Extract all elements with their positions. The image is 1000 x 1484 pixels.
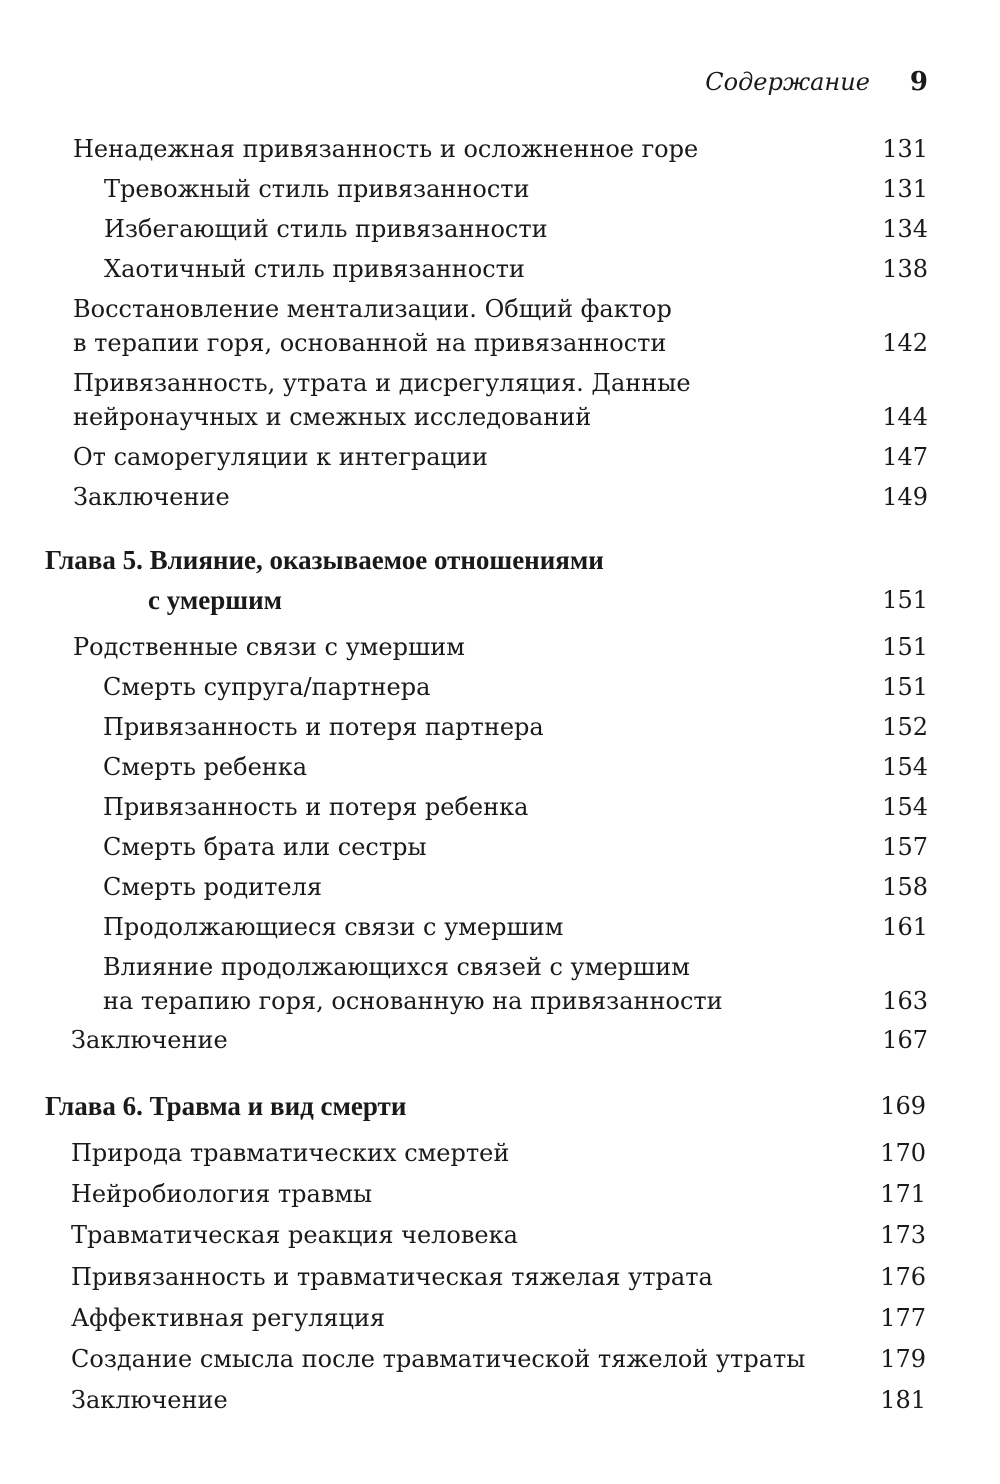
toc-entry-page: 177 <box>880 1304 926 1332</box>
toc-entry <box>71 1342 926 1376</box>
toc-entry-page: 131 <box>882 135 928 163</box>
toc-entry <box>71 1023 928 1057</box>
toc-entry-title: Смерть брата или сестры <box>103 833 427 861</box>
running-head-title: Содержание <box>705 68 870 96</box>
toc-entry-title: Родственные связи с умершим <box>73 633 465 661</box>
toc-entry-title-line1: Влияние продолжающихся связей с умершим <box>103 953 690 981</box>
toc-entry-page: 144 <box>882 403 928 431</box>
toc-entry-title: Создание смысла после травматической тяжелой утраты <box>71 1345 806 1373</box>
toc-entry <box>103 710 928 744</box>
toc-entry <box>104 172 928 206</box>
toc-entry-page: 151 <box>882 633 928 661</box>
toc-entry-title-line2: нейронаучных и смежных исследований <box>73 403 592 431</box>
toc-entry-title: Избегающий стиль привязанности <box>104 215 548 243</box>
toc-entry-page: 170 <box>880 1139 926 1167</box>
toc-entry <box>103 910 928 944</box>
toc-entry-page: 173 <box>880 1221 926 1249</box>
toc-entry-page: 151 <box>882 673 928 701</box>
toc-entry-title: Смерть ребенка <box>103 753 308 781</box>
toc-entry-title: Заключение <box>73 483 230 511</box>
toc-entry <box>104 212 928 246</box>
toc-entry-title-line1: Восстановление ментализации. Общий фактор <box>73 295 672 323</box>
toc-entry-title: Смерть супруга/партнера <box>103 673 431 701</box>
toc-entry-page: 149 <box>882 483 928 511</box>
toc-entry-title: Продолжающиеся связи с умершим <box>103 913 564 941</box>
toc-entry <box>73 630 928 664</box>
toc-entry-title-line2: на терапию горя, основанную на привязанности <box>103 987 723 1015</box>
toc-entry-page: 154 <box>882 753 928 781</box>
toc-entry-page: 131 <box>882 175 928 203</box>
toc-entry <box>103 870 928 904</box>
toc-entry-title: Смерть родителя <box>103 873 323 901</box>
toc-entry-page: 163 <box>882 987 928 1015</box>
toc-entry-title: Тревожный стиль привязанности <box>104 175 530 203</box>
toc-entry-page: 154 <box>882 793 928 821</box>
chapter-title-line1: Глава 5. Влияние, оказываемое отношениями <box>45 545 604 575</box>
toc-entry-page: 134 <box>882 215 928 243</box>
toc-entry-page: 138 <box>882 255 928 283</box>
toc-entry <box>73 132 928 166</box>
toc-entry-title-line2: в терапии горя, основанной на привязанности <box>73 329 667 357</box>
toc-entry <box>71 1301 926 1335</box>
toc-entry-title: Ненадежная привязанность и осложненное горе <box>73 135 699 163</box>
toc-entry-title: Аффективная регуляция <box>71 1304 386 1332</box>
toc-entry <box>73 440 928 474</box>
running-head <box>705 62 928 102</box>
toc-entry-title: Травматическая реакция человека <box>71 1221 518 1249</box>
toc-entry <box>104 252 928 286</box>
toc-entry-title: Хаотичный стиль привязанности <box>104 255 525 283</box>
toc-entry-title: Привязанность и травматическая тяжелая утрата <box>71 1263 713 1291</box>
toc-entry-page: 179 <box>880 1345 926 1373</box>
toc-entry <box>71 1177 926 1211</box>
toc-entry-title: От саморегуляции к интеграции <box>73 443 488 471</box>
toc-entry-page: 147 <box>882 443 928 471</box>
page-number: 9 <box>909 67 928 97</box>
toc-entry-page: 181 <box>880 1386 926 1414</box>
toc-entry-page: 161 <box>882 913 928 941</box>
toc-entry-title-line1: Привязанность, утрата и дисрегуляция. Данные <box>73 369 691 397</box>
toc-entry-title: Привязанность и потеря партнера <box>103 713 544 741</box>
toc-entry <box>73 292 928 360</box>
chapter-title-line2: с умершим <box>148 585 283 615</box>
toc-entry <box>103 830 928 864</box>
toc-entry-page: 167 <box>882 1026 928 1054</box>
toc-entry-title: Заключение <box>71 1026 228 1054</box>
toc-entry-title: Привязанность и потеря ребенка <box>103 793 529 821</box>
toc-entry <box>103 950 928 1018</box>
toc-entry <box>73 480 928 514</box>
toc-entry <box>73 366 928 434</box>
toc-entry-title: Природа травматических смертей <box>71 1139 510 1167</box>
toc-entry <box>71 1136 926 1170</box>
chapter-heading <box>45 1089 926 1127</box>
toc-entry-page: 157 <box>882 833 928 861</box>
chapter-page: 151 <box>882 586 928 614</box>
toc-entry <box>71 1218 926 1252</box>
toc-entry-page: 171 <box>880 1180 926 1208</box>
toc-entry-page: 142 <box>882 329 928 357</box>
toc-entry-page: 176 <box>880 1263 926 1291</box>
chapter-title: Глава 6. Травма и вид смерти <box>45 1091 407 1121</box>
toc-entry-page: 152 <box>882 713 928 741</box>
toc-entry <box>103 790 928 824</box>
toc-entry-page: 158 <box>882 873 928 901</box>
toc-entry <box>71 1260 926 1294</box>
chapter-page: 169 <box>880 1092 926 1120</box>
toc-entry <box>71 1383 926 1417</box>
toc-entry <box>103 670 928 704</box>
toc-entry-title: Заключение <box>71 1386 228 1414</box>
chapter-heading <box>45 543 928 619</box>
toc-entry-title: Нейробиология травмы <box>71 1180 373 1208</box>
toc-entry <box>103 750 928 784</box>
